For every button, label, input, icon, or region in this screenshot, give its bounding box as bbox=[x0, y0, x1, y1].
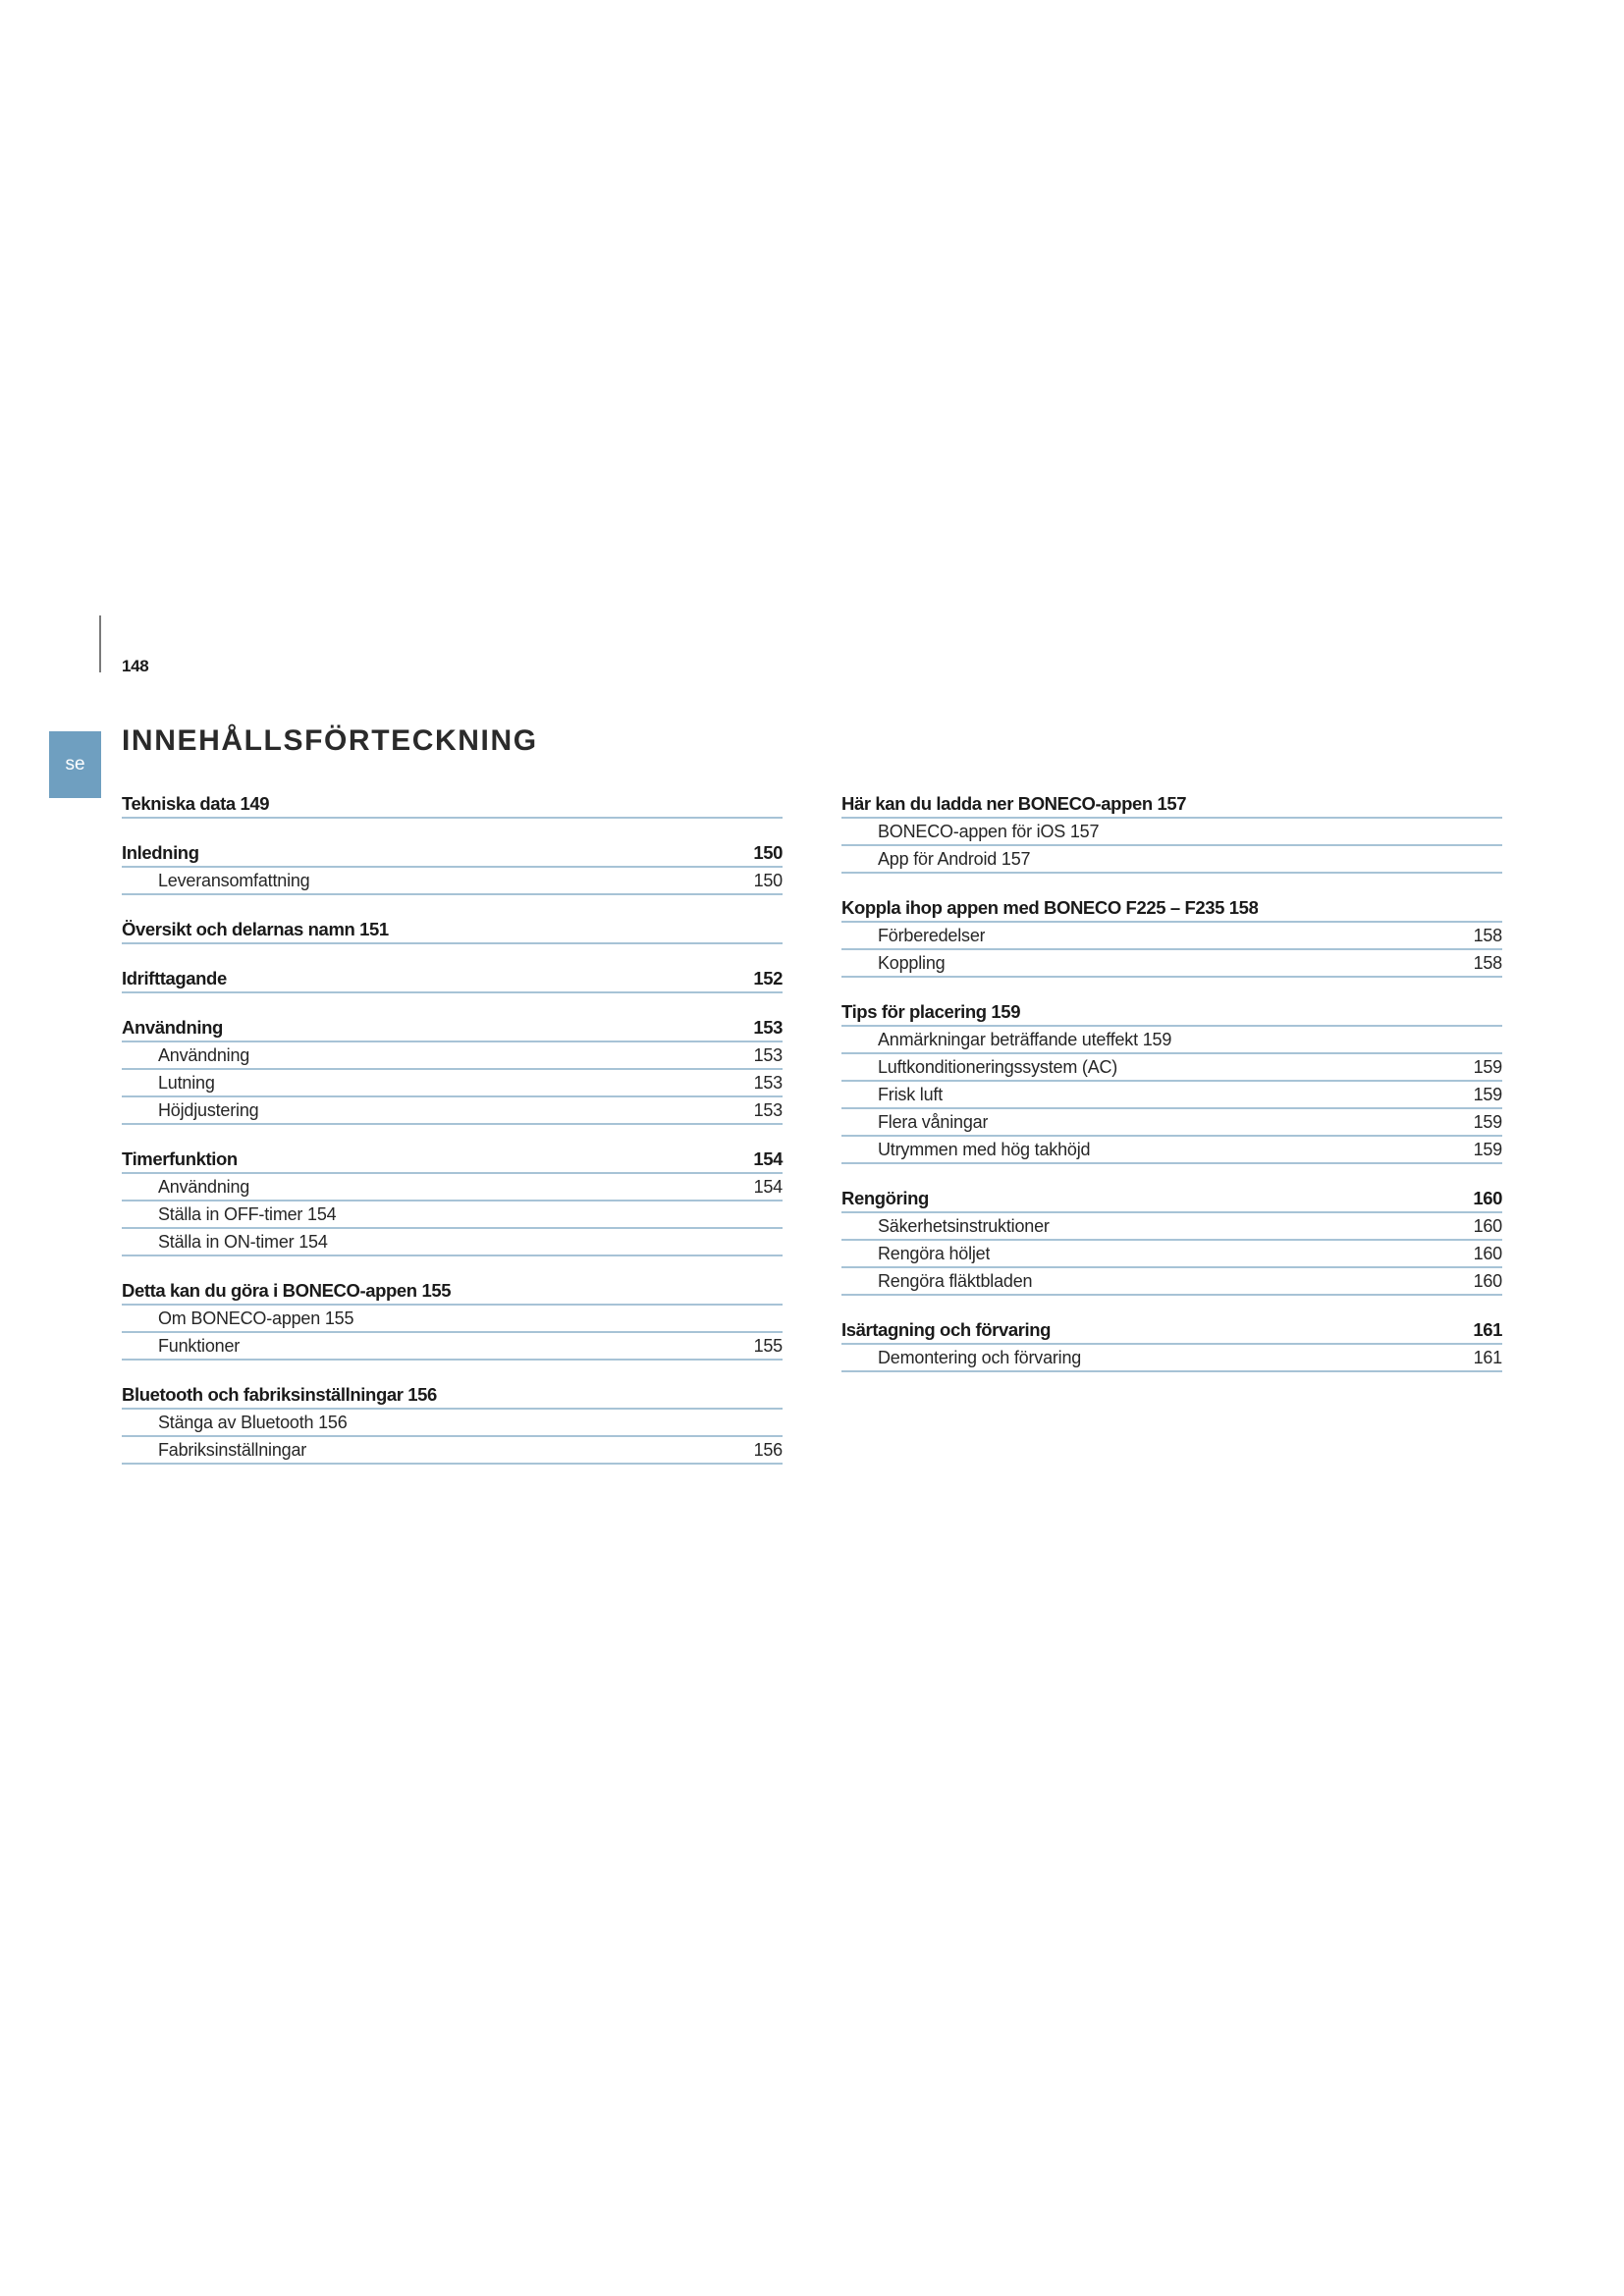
toc-section bbox=[122, 840, 783, 895]
toc-subentry[interactable] bbox=[841, 950, 1502, 978]
toc-subentry-label: Anmärkningar beträffande uteffekt 159 bbox=[878, 1030, 1172, 1049]
toc-subentry-label: App för Android 157 bbox=[878, 849, 1031, 869]
toc-subentry-page: 150 bbox=[753, 871, 783, 890]
toc-entry-title: Timerfunktion bbox=[122, 1148, 238, 1169]
toc-column-right bbox=[841, 791, 1502, 1394]
toc-subentry[interactable] bbox=[122, 1410, 783, 1437]
toc-subentry-label: Höjdjustering bbox=[158, 1100, 259, 1120]
toc-subentry-label: Demontering och förvaring bbox=[878, 1348, 1082, 1367]
toc-subentry-page: 153 bbox=[753, 1073, 783, 1093]
toc-subentry[interactable] bbox=[122, 1042, 783, 1070]
toc-subentry-page: 158 bbox=[1473, 953, 1502, 973]
toc-subentry-label: Användning bbox=[158, 1177, 250, 1197]
toc-section bbox=[841, 999, 1502, 1164]
toc-section bbox=[122, 917, 783, 944]
toc-entry-title: Detta kan du göra i BONECO-appen 155 bbox=[122, 1280, 452, 1301]
toc-subentry-label: Rengöra fläktbladen bbox=[878, 1271, 1033, 1291]
toc-subentry-page: 160 bbox=[1473, 1244, 1502, 1263]
toc-subentry-label: Ställa in ON-timer 154 bbox=[158, 1232, 328, 1252]
toc-subentry[interactable] bbox=[841, 1137, 1502, 1164]
toc-subentry-page: 159 bbox=[1473, 1085, 1502, 1104]
toc-subentry[interactable] bbox=[122, 1070, 783, 1097]
toc-subentry-label: Rengöra höljet bbox=[878, 1244, 991, 1263]
toc-subentry[interactable] bbox=[841, 1268, 1502, 1296]
toc-entry[interactable] bbox=[122, 1147, 783, 1174]
toc-column-left bbox=[122, 791, 783, 1486]
page-number: 148 bbox=[122, 657, 149, 675]
toc-subentry-label: Fabriksinställningar bbox=[158, 1440, 307, 1460]
toc-subentry-label: Förberedelser bbox=[878, 926, 986, 945]
toc-subentry[interactable] bbox=[841, 923, 1502, 950]
toc-subentry-label: Användning bbox=[158, 1045, 250, 1065]
toc-entry-title: Idrifttagande bbox=[122, 968, 227, 988]
toc-entry-page: 152 bbox=[753, 968, 783, 988]
toc-section bbox=[122, 1147, 783, 1256]
toc-entry-title: Inledning bbox=[122, 842, 199, 863]
toc-subentry-page: 155 bbox=[753, 1336, 783, 1356]
toc-entry-page: 161 bbox=[1473, 1319, 1502, 1340]
toc-subentry-label: Lutning bbox=[158, 1073, 215, 1093]
toc-section bbox=[122, 1382, 783, 1465]
toc-entry-page: 153 bbox=[753, 1017, 783, 1038]
toc-subentry-page: 154 bbox=[753, 1177, 783, 1197]
toc-subentry-page: 160 bbox=[1473, 1271, 1502, 1291]
toc-subentry-label: Leveransomfattning bbox=[158, 871, 310, 890]
toc-section bbox=[841, 1317, 1502, 1372]
toc-entry-title: Användning bbox=[122, 1017, 223, 1038]
toc-subentry-page: 160 bbox=[1473, 1216, 1502, 1236]
toc-subentry[interactable] bbox=[122, 1097, 783, 1125]
toc-section bbox=[841, 895, 1502, 978]
toc-entry-title: Tekniska data 149 bbox=[122, 793, 270, 814]
toc-subentry[interactable] bbox=[841, 1345, 1502, 1372]
toc-subentry-page: 158 bbox=[1473, 926, 1502, 945]
toc-entry-title: Rengöring bbox=[841, 1188, 929, 1208]
toc-subentry-label: Flera våningar bbox=[878, 1112, 989, 1132]
toc-entry-title: Bluetooth och fabriksinställningar 156 bbox=[122, 1384, 437, 1405]
toc-section bbox=[122, 1278, 783, 1361]
toc-subentry[interactable] bbox=[841, 1027, 1502, 1054]
toc-subentry-page: 159 bbox=[1473, 1112, 1502, 1132]
toc-subentry-label: BONECO-appen för iOS 157 bbox=[878, 822, 1100, 841]
toc-subentry-page: 161 bbox=[1473, 1348, 1502, 1367]
toc-subentry-label: Om BONECO-appen 155 bbox=[158, 1308, 354, 1328]
toc-entry[interactable] bbox=[841, 895, 1502, 923]
toc-entry[interactable] bbox=[122, 1278, 783, 1306]
toc-entry[interactable] bbox=[122, 966, 783, 993]
toc-section bbox=[122, 1015, 783, 1125]
toc-subentry-page: 153 bbox=[753, 1045, 783, 1065]
toc-subentry[interactable] bbox=[122, 1333, 783, 1361]
toc-subentry-page: 156 bbox=[753, 1440, 783, 1460]
toc-subentry-page: 159 bbox=[1473, 1057, 1502, 1077]
toc-entry[interactable] bbox=[122, 840, 783, 868]
toc-entry[interactable] bbox=[841, 1186, 1502, 1213]
toc-title: INNEHÅLLSFÖRTECKNING bbox=[122, 724, 538, 757]
toc-entry[interactable] bbox=[841, 1317, 1502, 1345]
toc-entry-title: Koppla ihop appen med BONECO F225 – F235 158 bbox=[841, 897, 1259, 918]
toc-subentry[interactable] bbox=[122, 1229, 783, 1256]
toc-subentry[interactable] bbox=[841, 1109, 1502, 1137]
toc-subentry[interactable] bbox=[841, 1082, 1502, 1109]
toc-entry-title: Isärtagning och förvaring bbox=[841, 1319, 1052, 1340]
toc-entry-page: 154 bbox=[753, 1148, 783, 1169]
toc-entry-title: Här kan du ladda ner BONECO-appen 157 bbox=[841, 793, 1187, 814]
toc-subentry[interactable] bbox=[122, 1437, 783, 1465]
toc-section bbox=[122, 966, 783, 993]
toc-subentry-page: 159 bbox=[1473, 1140, 1502, 1159]
toc-entry[interactable] bbox=[122, 1382, 783, 1410]
toc-subentry-label: Säkerhetsinstruktioner bbox=[878, 1216, 1050, 1236]
toc-section bbox=[841, 791, 1502, 874]
language-tab: se bbox=[49, 731, 101, 798]
toc-entry-title: Översikt och delarnas namn 151 bbox=[122, 919, 389, 939]
toc-subentry[interactable] bbox=[841, 1054, 1502, 1082]
toc-entry[interactable] bbox=[122, 917, 783, 944]
toc-section bbox=[841, 1186, 1502, 1296]
toc-subentry[interactable] bbox=[122, 1306, 783, 1333]
toc-subentry[interactable] bbox=[841, 819, 1502, 846]
toc-section bbox=[122, 791, 783, 819]
toc-subentry[interactable] bbox=[122, 1201, 783, 1229]
toc-subentry-label: Stänga av Bluetooth 156 bbox=[158, 1413, 348, 1432]
toc-subentry-label: Luftkonditioneringssystem (AC) bbox=[878, 1057, 1118, 1077]
toc-subentry[interactable] bbox=[841, 846, 1502, 874]
toc-entry-title: Tips för placering 159 bbox=[841, 1001, 1021, 1022]
toc-entry[interactable] bbox=[122, 791, 783, 819]
toc-subentry[interactable] bbox=[122, 868, 783, 895]
toc-entry[interactable] bbox=[841, 791, 1502, 819]
toc-subentry-label: Funktioner bbox=[158, 1336, 241, 1356]
toc-subentry-label: Utrymmen med hög takhöjd bbox=[878, 1140, 1091, 1159]
toc-subentry[interactable] bbox=[122, 1174, 783, 1201]
margin-rule bbox=[99, 615, 101, 672]
toc-subentry[interactable] bbox=[841, 1241, 1502, 1268]
toc-subentry-page: 153 bbox=[753, 1100, 783, 1120]
toc-entry-page: 150 bbox=[753, 842, 783, 863]
toc-subentry-label: Koppling bbox=[878, 953, 946, 973]
toc-entry-page: 160 bbox=[1473, 1188, 1502, 1208]
toc-entry[interactable] bbox=[122, 1015, 783, 1042]
toc-subentry-label: Frisk luft bbox=[878, 1085, 944, 1104]
toc-entry[interactable] bbox=[841, 999, 1502, 1027]
toc-subentry[interactable] bbox=[841, 1213, 1502, 1241]
toc-subentry-label: Ställa in OFF-timer 154 bbox=[158, 1204, 337, 1224]
